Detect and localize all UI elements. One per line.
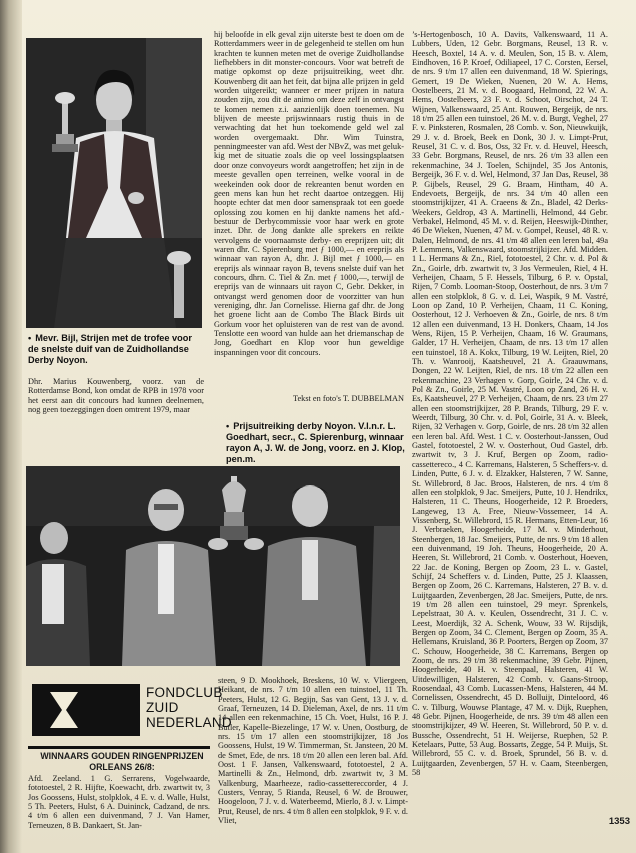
caption-top-text: Mevr. Bijl, Strijen met de trofee voor de snelste duif van de Zuidhollandse Derby Noyon. (28, 333, 192, 365)
col2-upper-text (214, 30, 404, 394)
col1-results-text (28, 774, 210, 852)
page-binding-edge (0, 0, 22, 853)
logo-line-1: FONDCLUB (146, 685, 223, 700)
col2-article-paragraph: hij beloofde in elk geval zijn uiterste best te doen om de Rotterdammers weer in de gelegenheid te stellen om hun krachten te kunnen meten met de overige Zuidhollandse liefhebbers in dit monster-concours. Voor wat betreft de matige opkomst op deze prijsuitreiking, weet dhr. Kouwenberg dit aan het feit, dat bijna alle prijzen in geld worden uitgereikt; wanneer er meer prijzen in natura zouden zijn, zou dit de animo om deze zelf in ontvangst te komen nemen z.i. aanzienlijk doen toenemen. Nu blijven de meeste prijswinnaars rustig thuis in de verwachting dat het hun toekomende geld wel zal worden overgemaakt. Dhr. Wim Tuinstra, penningmeester van afd. West der NBvZ, was met gelukkig met de situatie zoals die op veel lossingsplaatsen door onze convoyeurs wordt aangetroffen; het zijn in de meeste gevallen open terreinen, welke vooral in de weekeinden ook door de rekreanten benut worden en geen mens kan hun het recht daartoe ontzeggen. Hij hoopte echter dat men door samenspraak tot een goede oplossing zou komen en hij dankte namens het afd.-bestuur de Derbycommissie voor haar werk en grote inzet. Dhr. de Jong dankte alle sprekers en reikte vervolgens de voornaamste derby- en ereprijzen uit; dit waren dhr. C. Spierenburg met ƒ 1000,— en ereprijs als winnaar van rayon A, dhr. J. Bijl met ƒ 1000,— en ereprijs als winnaar rayon B, tevens snelste duif van het concours, dhrn. C. Tiel & Zn. met ƒ 1000,—, terwijl de ereprijs van de winnaars uit rayon C, Gebr. Dekker, in ontvangst werd genomen door de voorzitter van hun vereniging, dhr. Jan Cornelisse. Hierna gaf dhr. de Jong het groene licht aan de Combo The Black Birds uit Gorkum voor het opluisteren van de rest van de avond. Tenslotte een woord van hulde aan het driemanschap de Jong, Goedhart en Klop voor hun geweldige inspanningen voor dit concours. (214, 30, 404, 357)
caption-top-photo (28, 333, 204, 366)
col1-lower-paragraph: Dhr. Marius Kouwenberg, voorz. van de Rotterdamse Bond, kon omdat de RPB in 1978 voor het eerst aan dit concours had kunnen deelnemen, nog geen toezeggingen doen omtrent 1979, maar (28, 377, 204, 415)
page-number: 1353 (608, 816, 630, 827)
caption-bullet: • (28, 333, 32, 343)
logo-line-2: ZUID (146, 700, 179, 715)
photo-prijsuitreiking (26, 466, 400, 666)
col2-results-paragraph: steen, 9 D. Mookhoek, Breskens, 10 W. v. Vliergeen, Heikant, de nrs. 7 t/m 10 allen een tuinstoel, 11 Th. Peeters, Hulst, 12 G. Begijn, Sas van Gent, 13 J. v. d. Graaf, Terneuzen, 14 D. Dieleman, Axel, de nrs. 11 t/m 14 allen een rekenmachine, 15 Ch. Voet, Hulst, 16 P. J. Butler, Kapelle-Biezelinge, 17 W. v. Unen, Oostburg, de nrs. 15 t/m 17 allen een stoomstrijkijzer, 18 Jos Goossens, Hulst, 19 W. Timmerman, St. Jansteen, 20 M. de Smet, Ede, de nrs. 18 t/m 20 allen een leren bal. Afd. Oost. 1 F. Jansen, Valkenswaard, fototoestel, 2 A. Martinelli & Zn., Helmond, drb. zwartwit tv, 3 M. Valkenburg, Maarheeze, radio-cassettereccorder, 4 J. Custers, Venray, 5 Rianda, Reusel, 6 W. de Brouwer, Hoogeloon, 7 J. v. d. Waterbeemd, Mierlo, 8 J. v. Limpt-Prut, Reusel, de nrs. 4 t/m 8 allen een stolpklok, 9 F. v. d. Vliet, (218, 676, 408, 826)
col1-results-paragraph: Afd. Zeeland. 1 G. Serrarens, Vogelwaarde, fototoestel, 2 R. Hijfte, Koewacht, drb. zwartwit tv, 3 Jos Goossens, Hulst, stolpklok, 4 E. v. d. Walle, Hulst, 5 Th. Peeters, Hulst, 6 A. Duininck, Cadzand, de nrs. 4 t/m 6 allen een duivenmand, 7 J. Van Hamer, Terneuzen, 8 B. Dankaert, St. Jan- (28, 774, 210, 830)
col2-lower-text (218, 676, 408, 852)
col3-results-paragraph: ’s-Hertogenbosch, 10 A. Davits, Valkenswaard, 11 A. Lubbers, Uden, 12 Gebr. Borgmans, Reusel, 13 R. v. Heesch, Boxtel, 14 A. v. d. Meulen, Son, 15 B. v. Alem, Eindhoven, 16 P. Kroef, Odiliapeel, 17 C. Corsten, Eersel, de nrs. 9 t/m 17 allen een duivenmand, 18 W. Spierings, Gemert, 19 De Wieken, Nuenen, 20 W. A. Hems, Oostelbeers, 21 M. v. d. Boogaard, Helmond, 22 W. A. Hems, Oostelbeers, 23 F. v. d. Schoot, Oirschot, 24 T. Wijnen, Valkenswaard, 25 Ant. Rouwen, Bergeijk, de nrs. 18 t/m 25 allen een tuinstoel, 26 M. v. d. Burgt, Veghel, 27 F. v. Pinksteren, Rosmalen, 28 Comb. v. Son, Nieuwkuijk, 29 J. v. d. Broek, Beek en Donk, 30 J. v. Limpt-Prut, Reusel, 31 C. v. d. Bos, Oss, 32 Fr. v. d. Heuvel, Heesch, 33 Gebr. Borgmans, Reusel, de nrs. 26 t/m 33 allen een rekenmachine, 34 J. Toelen, Schijndel, 35 Jos Antonis, Bergeijk, 36 F. v. d. Wel, Helmond, 37 Jan Das, Reusel, 38 P. Gijbels, Reusel, 29 G. Braam, Hintham, 40 A. Endevoets, Bergeijk, de nrs. 34 t/m 40 allen een stoomstrijkijzer, 41 A. Craeens & Zn., Bladel, 42 Derks-Weekers, Geldrop, 43 A. Martinelli, Helmond, 44 Gebr. Verbakel, Helmond, 45 M. v. d. Reijen, Heeswijk-Dinther, 46 De Wieken, Nuenen, 47 M. v. Gompel, Reusel, 48 R. v. Dalen, Helmond, de nrs. 41 t/m 48 allen een leren bal, 49a P. Lemmens, Valkenswaard, stoomstrijkijzer. Afd. Midden. 1 L. Hermans & Zn., Riel, fototoestel, 2 Chr. v. d. Pol & Zn., Goirle, drb. zwartwit tv, 3 Jos Vermeulen, Riel, 4 H. Verheijen, Chaam, 5 F. Hessels, Tilburg, 6 P. v. Opstal, Rijen, 7 Comb. Looman-Stoop, Oosterhout, de nrs. 3 t/m 7 allen een stolpklok, 8 G. v. d. Lei, Waspik, 9 M. Vastré, Loon op Zand, 10 P. Verheijen, Chaam, 11 C. Koning, Oosterhout, 12 J. Verhoeven & Zn., Goirle, de nrs. 8 t/m 12 allen een duivenmand, 13 H. Donkers, Chaam, 14 Jos Wens, Rijen, 15 P. Verheijen, Chaam, 16 W. Graumans, Galder, 17 H. Verheijen, Chaam, de nrs. 13 t/m 17 allen een tuinstoel, 18 A. Kokx, Tilburg, 19 W. Leijten, Riel, 20 Th. v. Wanrooij, Kaatsheuvel, 21 A. Graauwmans, Dongen, 22 W. Leijten, Riel, de nrs. 18 t/m 22 allen een rekenmachine, 23 Verhagen v. Gorp, Goirle, 24 Chr. v. d. Pol & Zn., Goirle, 25 M. Vastré, Loon op Zand, 26 H. v. Es, Kaatsheuvel, 27 P. Verheijen, Chaam, de nrs. 23 t/m 27 allen een stoomstrijkijzer, 28 P. Brands, Tilburg, 29 F. v. Weerdt, Tilburg, 30 Chr. v. d. Pol, Goirle, 31 A. v. Bleek, Rijen, 32 Verhagen v. Gorp, Goirle, de nrs. 28 t/m 32 allen een leren bal. Afd. West. 1 C. v. Oosterhout-Janssen, Oud Gastel, fototoestel, 2 W. v. Oosterhout, Oud Gastel, drb. zwartwit tv, 3 J. Kruf, Bergen op Zoom, radio-cassettereco., 4 C. Karremans, Halsteren, 5 Scheffers-v. d. Linden, Putte, 6 J. v. d. Elzakker, Halsteren, 7 W. Sanne, St. Willebrord, 8 Jac. Broos, Halsteren, de nrs. 4 t/m 8 allen een stolpklok, 9 Jac. Smeijers, Putte, 10 J. Hendrikx, Halsteren, 11 C. Theuns, Hoogerheide, 12 P. Broeders, Langeweg, 13 A. Free, Nieuw-Vossemeer, 14 A. Vissenberg, St. Willebrord, 15 R. Hermans, Etten-Leur, 16 J. Verbraeken, Hoogerheide, 17 M. v. Minderhout, Steenbergen, 18 Jac. Smeijers, Putte, de nrs. 9 t/m 18 allen een duivenmand, 19 Joh. Theuns, Hoogerheide, 20 A. Heeren, St. Willebrord, 21 Comb. v. Oosterhout, Hoeven, 22 Jac. de Koning, Bergen op Zoom, 23 L. v. Gastel, Schijf, 24 Scheffers v. d. Linden, Putte, 25 J. Klaassen, Bergen op Zoom, 26 C. Karremans, Halsteren, 27 B. v. d. Luijtgaarden, Zevenbergen, 28 Jac. Smeijers, Putte, de nrs. 19 t/m 28 allen een tuinstoel, 29 meyr. Sprenkels, Lepelstraat, 30 A. v. Keulen, Ossendrecht, 31 J. C. v. Leest, Moerdijk, 32 A. Schenk, Wouw, 33 W. Rijsdijk, Bergen op Zoom, 34 C. Clement, Bergen op Zoom, 35 A. Hellemans, Kruisland, 36 P. Poorters, Bergen op Zoom, 37 C. Schouw, Hoogerheide, 38 C. Karremans, Bergen op Zoom, de nrs. 29 t/m 38 rekenmachine, 39 Gebr. Pijnen, Hoogerheide, 40 H. v. Steenpaal, Halsteren, 41 W. Uitdewilligen, Halsteren, 42 Comb. v. Gaans-Stroop, Roosendaal, 43 Comb. Lucassen-Mens, Halsteren, 44 M. Cornelissen, Ossendrecht, 45 D. Bolluijt, Dinteloord, 46 C. v. Tilburg, Wouwse Plantage, 47 M. v. Dijk, Ruephen, 48 Gebr. Pijnen, Hoogerheide, de nrs. 39 t/m 48 allen een stoomstrijkijzer, 49 W. Heeren, St. Willebrord, 50 P. v. d. Bussche, Ossendrecht, 51 H. Weijerse, Ruephen, 52 P. Ketelaars, Putte, 53 Aug. Bossarts, Zegge, 54 P. Muijs, St. Willebrord, 55 C. v. d. Broek, Sprundel, 56 B. v. d. Luijtgaarden, Zevenbergen, 57 H. v. Caam, Steenbergen, 58 (412, 30, 608, 778)
col3-text (412, 30, 608, 852)
fondclub-logo (32, 684, 140, 736)
logo-line-3: NEDERLAND (146, 715, 232, 730)
col2-credit (214, 394, 404, 404)
caption-bullet: • (226, 421, 230, 431)
caption-mid-photo (226, 421, 406, 465)
col1-lower-text (28, 377, 204, 427)
photo-credit: Tekst en foto's T. DUBBELMAN (293, 394, 404, 403)
divider-rule (28, 746, 210, 749)
results-heading: WINNAARS GOUDEN RINGENPRIJZEN ORLEANS 26/8: (40, 751, 204, 772)
caption-mid-text: Prijsuitreiking derby Noyon. V.l.n.r. L. Goedhart, secr., C. Spierenburg, winnaar rayon A, J. W. de Jong, voorz. en J. Klop, pen.m. (226, 421, 405, 464)
photo-mevr-bijl-trophy (26, 38, 202, 328)
